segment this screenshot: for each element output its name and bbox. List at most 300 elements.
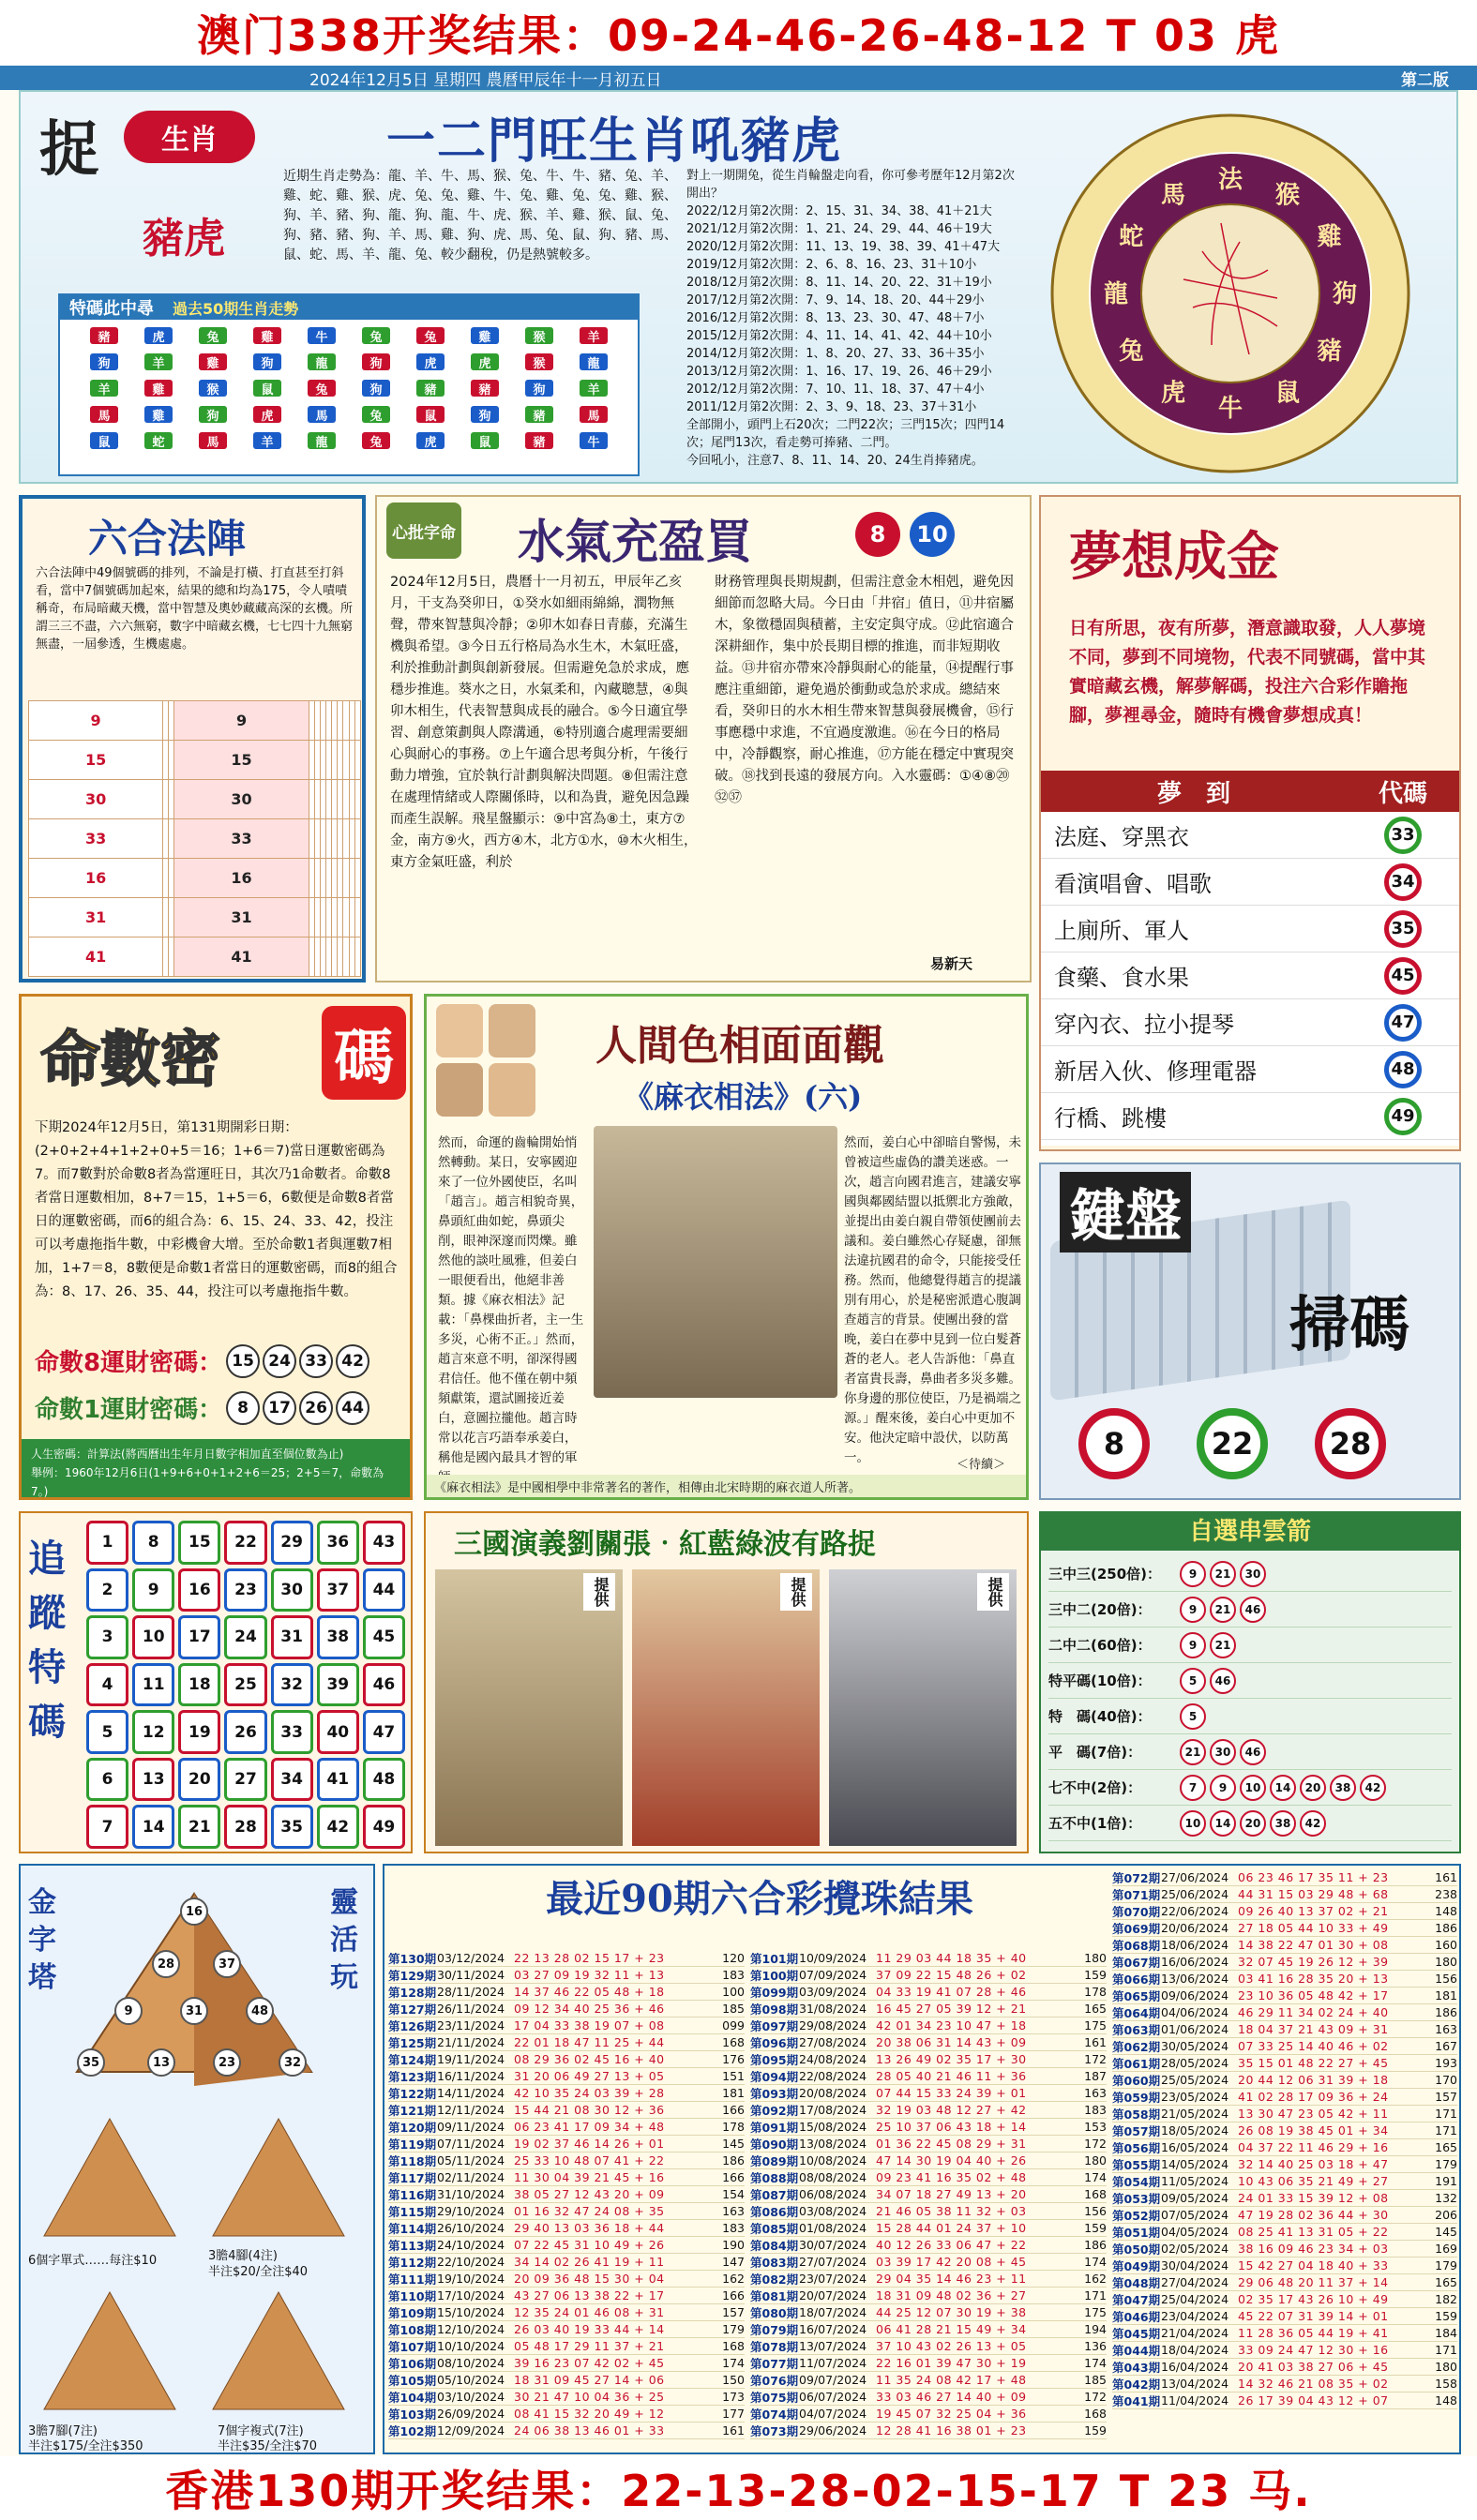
result-row <box>750 2304 1107 2321</box>
self-pick-label: 五不中(1倍)： <box>1048 1815 1142 1832</box>
results-col-2 <box>750 1950 1107 2439</box>
result-row <box>388 2372 745 2389</box>
trend-zodiac: 虎 <box>416 432 445 449</box>
result-row <box>1112 2392 1457 2409</box>
secret-code-section <box>19 994 413 1500</box>
wheel-zodiac-label: 兔 <box>1119 338 1144 366</box>
result-sum: 166 <box>722 2103 745 2117</box>
result-numbers: 33 03 46 27 14 40 + 09 <box>876 2390 1027 2404</box>
result-date: 11/07/2024 <box>799 2356 867 2370</box>
result-period: 第068期 <box>1112 1938 1161 1953</box>
result-sum: 179 <box>1435 2157 1457 2171</box>
result-period: 第052期 <box>1112 2208 1161 2223</box>
result-row <box>388 2203 745 2220</box>
result-period: 第096期 <box>750 2035 799 2050</box>
result-numbers: 26 17 39 04 43 12 + 07 <box>1238 2393 1389 2408</box>
self-pick-label: 三中三(250倍)： <box>1048 1566 1162 1582</box>
result-numbers: 45 22 07 31 39 14 + 01 <box>1238 2309 1389 2323</box>
result-numbers: 26 03 40 19 33 44 + 14 <box>514 2322 665 2336</box>
result-period: 第084期 <box>750 2238 799 2253</box>
result-sum: 167 <box>1435 2039 1457 2053</box>
result-row <box>388 2136 745 2152</box>
liuhe-cell: 31 <box>29 898 163 938</box>
result-row <box>1112 1971 1457 1988</box>
result-period: 第054期 <box>1112 2174 1161 2189</box>
track-cell: 49 <box>363 1805 405 1849</box>
result-date: 08/10/2024 <box>437 2356 505 2370</box>
result-numbers: 22 16 01 39 47 30 + 19 <box>876 2356 1027 2370</box>
result-row <box>388 2422 745 2439</box>
result-date: 21/05/2024 <box>1161 2107 1229 2121</box>
result-sum: 177 <box>722 2407 745 2421</box>
pyramid-small-1 <box>39 2114 180 2245</box>
result-date: 03/10/2024 <box>437 2390 505 2404</box>
trend-zodiac: 狗 <box>525 380 553 397</box>
track-cell: 48 <box>363 1758 405 1802</box>
result-period: 第073期 <box>750 2423 799 2438</box>
result-numbers: 44 25 12 07 30 19 + 38 <box>876 2305 1027 2319</box>
result-numbers: 20 44 12 06 31 39 + 18 <box>1238 2073 1389 2087</box>
result-date: 15/08/2024 <box>799 2120 867 2134</box>
result-sum: 171 <box>1435 2123 1457 2138</box>
result-numbers: 14 38 22 47 01 30 + 08 <box>1238 1938 1389 1952</box>
result-period: 第076期 <box>750 2373 799 2388</box>
result-date: 02/11/2024 <box>437 2170 505 2184</box>
result-period: 第115期 <box>388 2204 437 2219</box>
result-date: 27/06/2024 <box>1161 1870 1229 1884</box>
liuhe-cell: 15 <box>174 741 309 780</box>
pyramid-number: 37 <box>213 1950 241 1978</box>
result-sum: 150 <box>722 2373 745 2387</box>
trend-zodiac: 馬 <box>90 406 118 423</box>
track-cell: 43 <box>363 1521 405 1565</box>
dream-code-ball: 33 <box>1384 817 1422 854</box>
result-period: 第089期 <box>750 2153 799 2168</box>
track-cell: 22 <box>224 1521 266 1565</box>
result-row <box>1112 2038 1457 2055</box>
water-author: 易新天 <box>930 955 973 972</box>
track-cell: 9 <box>132 1568 174 1612</box>
result-row <box>388 2034 745 2051</box>
history-line: 2015/12月第2次開：4、11、14、41、42、44＋10小 <box>686 329 992 343</box>
trend-zodiac: 牛 <box>580 432 608 449</box>
keyboard-ball: 28 <box>1315 1408 1386 1479</box>
result-row <box>1112 1869 1457 1886</box>
result-date: 13/04/2024 <box>1161 2377 1229 2391</box>
result-row <box>388 2085 745 2102</box>
result-date: 28/05/2024 <box>1161 2056 1229 2070</box>
trend-zodiac: 龍 <box>308 353 336 370</box>
track-cell: 41 <box>317 1758 359 1802</box>
result-row <box>1112 2089 1457 2106</box>
self-pick-title: 自選串雲箭 <box>1041 1513 1459 1551</box>
result-row <box>1112 2072 1457 2089</box>
pyramid-note-d: 7個字複式(7注) <box>218 2424 304 2438</box>
trend-subtitle: 過去50期生肖走勢 <box>173 299 299 318</box>
liuhe-row <box>29 819 361 859</box>
result-sum: 194 <box>1084 2322 1107 2336</box>
pyramid-note-d2: 半注$35/全注$70 <box>218 2439 318 2453</box>
result-date: 29/06/2024 <box>799 2423 867 2438</box>
result-numbers: 11 30 04 39 21 45 + 16 <box>514 2170 665 2184</box>
pyramid-number: 35 <box>77 2048 105 2077</box>
result-period: 第047期 <box>1112 2292 1161 2307</box>
result-date: 27/04/2024 <box>1161 2275 1229 2289</box>
result-sum: 148 <box>1435 1904 1457 1918</box>
code-col-label: 代碼 <box>1378 779 1427 808</box>
result-period: 第127期 <box>388 2002 437 2017</box>
top-result-banner <box>0 0 1477 66</box>
wheel-zodiac-label: 蛇 <box>1119 223 1144 251</box>
result-numbers: 03 41 16 28 35 20 + 13 <box>1238 1972 1389 1986</box>
result-period: 第046期 <box>1112 2309 1161 2324</box>
result-numbers: 21 46 05 38 11 32 + 03 <box>876 2204 1027 2218</box>
result-date: 05/10/2024 <box>437 2373 505 2387</box>
dream-code-ball: 47 <box>1384 1004 1422 1042</box>
face-icon <box>489 1063 535 1117</box>
track-cell: 27 <box>224 1758 266 1802</box>
water-title: 水氣充盈買 <box>518 514 752 569</box>
face-icon <box>489 1004 535 1058</box>
self-pick-ball: 14 <box>1210 1810 1236 1837</box>
history-line: 2012/12月第2次開：7、10、11、18、37、47＋4小 <box>686 382 985 397</box>
self-pick-ball: 46 <box>1240 1739 1266 1765</box>
trend-zodiac: 豬 <box>525 406 553 423</box>
result-period: 第058期 <box>1112 2107 1161 2122</box>
liuhe-row <box>29 938 361 977</box>
result-period: 第112期 <box>388 2255 437 2270</box>
result-sum: 163 <box>722 2204 745 2218</box>
result-row <box>750 2119 1107 2136</box>
result-row <box>388 2001 745 2018</box>
result-row <box>1112 2207 1457 2224</box>
result-date: 21/11/2024 <box>437 2035 505 2049</box>
secret-text: 下期2024年12月5日，第131期開彩日期：(2+0+2+4+1+2+0+5＝16；1+6＝7)當日運數密碼為7。而7數對於命數8者為當運旺日，其次乃1命數者。命數8者當日運數相加，8+7＝15，1+5＝6，6數便是命數8者當日的運數密碼，而6的組合為：6、15、24、33、42，投注可以考慮拖指牛數，中彩機會大增。至於命數1者與運數7相加，1+7＝8，8數便是命數1者當日的運數密碼，而8的組合為：8、17、26、35、44，投注可以考慮拖指牛數。 <box>35 1120 398 1299</box>
trend-row <box>69 406 628 423</box>
trend-zodiac: 雞 <box>253 327 281 344</box>
trend-zodiac: 狗 <box>253 353 281 370</box>
result-numbers: 16 45 27 05 39 12 + 21 <box>876 2002 1027 2016</box>
self-pick-section <box>1039 1511 1461 1853</box>
dream-code-ball: 34 <box>1384 863 1422 901</box>
trend-zodiac: 狗 <box>199 406 227 423</box>
result-date: 03/12/2024 <box>437 1951 505 1965</box>
result-date: 24/08/2024 <box>799 2052 867 2066</box>
result-row <box>750 2288 1107 2304</box>
self-pick-ball: 21 <box>1210 1632 1236 1658</box>
dream-item: 上廁所、軍人 <box>1054 918 1189 944</box>
result-period: 第110期 <box>388 2288 437 2303</box>
pyramid-number: 9 <box>114 1997 143 2025</box>
trend-row <box>69 380 628 397</box>
history-line: 2020/12月第2次開：11、13、19、38、39、41＋47大 <box>686 240 1001 254</box>
pyramid-small-3 <box>39 2288 180 2419</box>
results-col-1 <box>388 1950 745 2439</box>
trend-zodiac: 狗 <box>362 380 390 397</box>
result-row <box>750 2389 1107 2406</box>
track-cell: 37 <box>317 1568 359 1612</box>
result-sum: 186 <box>1435 1921 1457 1935</box>
result-numbers: 41 02 28 17 09 36 + 24 <box>1238 2090 1389 2104</box>
track-cell: 15 <box>178 1521 220 1565</box>
trend-zodiac: 鼠 <box>471 432 499 449</box>
result-row <box>388 1984 745 2001</box>
secret-title-b: 碼 <box>322 1006 406 1100</box>
trend-zodiac: 猴 <box>525 353 553 370</box>
destiny8-label: 命數8運財密碼： <box>35 1349 223 1377</box>
result-period: 第103期 <box>388 2407 437 2422</box>
result-period: 第048期 <box>1112 2275 1161 2290</box>
result-period: 第062期 <box>1112 2039 1161 2054</box>
result-date: 16/11/2024 <box>437 2069 505 2083</box>
result-row <box>1112 2106 1457 2122</box>
wheel-zodiac-label: 馬 <box>1160 181 1186 210</box>
result-row <box>388 1967 745 1984</box>
dream-title: 夢想成金 <box>1069 526 1279 588</box>
result-row <box>750 2422 1107 2439</box>
liuhe-cell: 41 <box>29 938 163 977</box>
history-line: 2018/12月第2次開：8、11、14、20、22、31＋19小 <box>686 276 992 290</box>
dream-item: 新居入伙、修理電器 <box>1054 1058 1257 1085</box>
date-line <box>0 66 1477 90</box>
result-sum: 132 <box>1435 2191 1457 2205</box>
result-numbers: 22 13 28 02 15 17 + 23 <box>514 1951 665 1965</box>
destiny-ball: 15 <box>226 1344 260 1378</box>
dream-row <box>1041 1046 1459 1093</box>
self-pick-row <box>1048 1806 1452 1841</box>
result-date: 26/10/2024 <box>437 2221 505 2235</box>
track-cell: 8 <box>132 1521 174 1565</box>
result-sum: 179 <box>1435 2258 1457 2272</box>
result-date: 20/08/2024 <box>799 2086 867 2100</box>
result-period: 第050期 <box>1112 2242 1161 2257</box>
liuhe-cell: 41 <box>174 938 309 977</box>
result-period: 第094期 <box>750 2069 799 2084</box>
result-numbers: 39 16 23 07 42 02 + 45 <box>514 2356 665 2370</box>
liuhe-row <box>29 859 361 898</box>
result-date: 20/06/2024 <box>1161 1921 1229 1935</box>
self-pick-ball: 10 <box>1180 1810 1206 1837</box>
result-date: 13/08/2024 <box>799 2137 867 2151</box>
result-date: 11/05/2024 <box>1161 2174 1229 2188</box>
trend-zodiac: 馬 <box>308 406 336 423</box>
result-date: 08/08/2024 <box>799 2170 867 2184</box>
result-numbers: 18 04 37 21 43 09 + 31 <box>1238 2022 1389 2036</box>
result-date: 24/10/2024 <box>437 2238 505 2252</box>
trend-zodiac: 虎 <box>471 353 499 370</box>
result-numbers: 30 21 47 10 04 36 + 25 <box>514 2390 665 2404</box>
result-numbers: 20 41 03 38 27 06 + 45 <box>1238 2360 1389 2374</box>
result-sum: 190 <box>722 2238 745 2252</box>
result-date: 02/05/2024 <box>1161 2242 1229 2256</box>
result-sum: 157 <box>1435 2090 1457 2104</box>
result-numbers: 32 19 03 48 12 27 + 42 <box>876 2103 1027 2117</box>
result-row <box>1112 2342 1457 2359</box>
liuhe-cell: 33 <box>174 819 309 859</box>
dream-row <box>1041 999 1459 1046</box>
self-pick-row <box>1048 1699 1452 1734</box>
result-period: 第055期 <box>1112 2157 1161 2172</box>
self-pick-ball: 30 <box>1210 1739 1236 1765</box>
result-date: 30/11/2024 <box>437 1968 505 1982</box>
dream-code-ball: 45 <box>1384 957 1422 995</box>
track-cell: 21 <box>178 1805 220 1849</box>
water-text-left: 2024年12月5日，農曆十一月初五，甲辰年乙亥月，干支為癸卯日，①癸水如細雨綿綿，潤物無聲，帶來智慧與冷靜；②卯木如春日青藤，充滿生機與希望。③今日五行格局為水生木，木氣旺盛，利於推動計劃與創新發展。但需避免急於求成，應穩步推進。葵水之日，水氣柔和，內藏聰慧，④與卯木相生，代表智慧與成長的融合。⑤今日適宜學習、創意策劃與人際溝通，⑥特別適合處理需要細心與耐心的事務。⑦上午適合思考與分析，午後行動力增強，宜於執行計劃與解決問題。⑧但需注意在處理情緒或人際關係時，以和為貴，避免因急躁而產生誤解。飛星盤顯示：⑨中宮為⑧土，東方⑦金，南方⑨火，西方④木，北方①水，⑩木火相生，東方金氣旺盛，利於 <box>390 575 698 870</box>
pyramid-label-right: 靈活玩 <box>330 1886 358 1994</box>
result-row <box>1112 2139 1457 2156</box>
result-sum: 174 <box>1084 2356 1107 2370</box>
face-icon <box>436 1063 483 1117</box>
result-numbers: 37 10 43 02 26 13 + 05 <box>876 2339 1027 2353</box>
catch-glyph: 捉 <box>39 114 99 185</box>
result-date: 26/11/2024 <box>437 2002 505 2016</box>
result-numbers: 22 01 18 47 11 25 + 44 <box>514 2035 665 2049</box>
result-numbers: 33 09 24 47 12 30 + 16 <box>1238 2343 1389 2357</box>
destiny-ball: 24 <box>263 1344 296 1378</box>
pyramid-note-b2: 半注$20/全注$40 <box>208 2265 309 2279</box>
track-cell: 39 <box>317 1663 359 1707</box>
wheel-zodiac-label: 牛 <box>1217 395 1243 423</box>
dream-code-ball: 35 <box>1384 910 1422 948</box>
result-numbers: 01 36 22 45 08 29 + 31 <box>876 2137 1027 2151</box>
keyboard-title-b: 掃碼 <box>1289 1290 1409 1360</box>
result-row <box>750 1950 1107 1967</box>
result-numbers: 19 02 37 46 14 26 + 01 <box>514 2137 665 2151</box>
trend-zodiac: 牛 <box>308 327 336 344</box>
destiny1-label: 命數1運財密碼： <box>35 1396 223 1424</box>
destiny-ball: 42 <box>336 1344 369 1378</box>
result-period: 第043期 <box>1112 2360 1161 2375</box>
trend-zodiac: 馬 <box>199 432 227 449</box>
result-numbers: 06 23 46 17 35 11 + 23 <box>1238 1870 1389 1884</box>
result-sum: 120 <box>722 1951 745 1965</box>
portrait-liubei <box>435 1569 623 1846</box>
three-kingdoms-title: 三國演義劉關張‧紅藍綠波有路捉 <box>454 1528 876 1561</box>
result-period: 第061期 <box>1112 2056 1161 2071</box>
track-cell: 28 <box>224 1805 266 1849</box>
trend-zodiac: 鼠 <box>90 432 118 449</box>
trend-zodiac: 狗 <box>471 406 499 423</box>
result-numbers: 32 14 40 25 03 18 + 47 <box>1238 2157 1389 2171</box>
result-date: 25/04/2024 <box>1161 2292 1229 2306</box>
result-row <box>750 2068 1107 2085</box>
result-numbers: 13 26 49 02 35 17 + 30 <box>876 2052 1027 2066</box>
result-numbers: 24 06 38 13 46 01 + 33 <box>514 2423 665 2438</box>
pyramid-number: 48 <box>246 1997 274 2025</box>
track-cell: 18 <box>178 1663 220 1707</box>
result-numbers: 31 20 06 49 27 13 + 05 <box>514 2069 665 2083</box>
result-row <box>750 2186 1107 2203</box>
result-numbers: 19 45 07 32 25 04 + 36 <box>876 2407 1027 2421</box>
result-date: 25/06/2024 <box>1161 1887 1229 1901</box>
wheel-zodiac-label: 狗 <box>1332 280 1358 308</box>
result-sum: 180 <box>1084 1951 1107 1965</box>
result-row <box>388 2169 745 2186</box>
dream-item: 食藥、食水果 <box>1054 965 1189 991</box>
result-numbers: 32 07 45 19 26 12 + 39 <box>1238 1955 1389 1969</box>
track-cell: 7 <box>86 1805 128 1849</box>
result-period: 第117期 <box>388 2170 437 2185</box>
trend-zodiac: 兔 <box>308 380 336 397</box>
keyboard-ball: 22 <box>1197 1408 1268 1479</box>
result-period: 第129期 <box>388 1968 437 1983</box>
result-date: 23/05/2024 <box>1161 2090 1229 2104</box>
result-numbers: 47 19 28 02 36 44 + 30 <box>1238 2208 1389 2222</box>
result-sum: 161 <box>722 2423 745 2438</box>
result-numbers: 05 48 17 29 11 37 + 21 <box>514 2339 665 2353</box>
self-pick-ball: 9 <box>1180 1632 1206 1658</box>
result-period: 第108期 <box>388 2322 437 2337</box>
result-sum: 162 <box>1084 2272 1107 2286</box>
liuhe-cell: 30 <box>29 780 163 819</box>
result-numbers: 15 28 44 01 24 37 + 10 <box>876 2221 1027 2235</box>
result-date: 03/08/2024 <box>799 2204 867 2218</box>
result-date: 22/06/2024 <box>1161 1904 1229 1918</box>
result-row <box>750 2169 1107 2186</box>
self-pick-label: 特 碼(40倍)： <box>1048 1708 1152 1725</box>
result-sum: 156 <box>1435 1972 1457 1986</box>
trend-zodiac: 鼠 <box>416 406 445 423</box>
pyramid-note-c: 3膽7腳(7注) <box>28 2424 98 2438</box>
result-row <box>1112 1954 1457 1971</box>
result-period: 第107期 <box>388 2339 437 2354</box>
result-date: 25/05/2024 <box>1161 2073 1229 2087</box>
result-sum: 187 <box>1084 2069 1107 2083</box>
destiny1-line <box>35 1390 369 1425</box>
result-row <box>1112 2308 1457 2325</box>
result-date: 16/07/2024 <box>799 2322 867 2336</box>
result-numbers: 11 35 24 08 42 17 + 48 <box>876 2373 1027 2387</box>
result-date: 10/09/2024 <box>799 1951 867 1965</box>
result-numbers: 08 41 15 32 20 49 + 12 <box>514 2407 665 2421</box>
result-row <box>750 2338 1107 2355</box>
result-row <box>750 1984 1107 2001</box>
result-sum: 169 <box>1435 2242 1457 2256</box>
result-date: 23/07/2024 <box>799 2272 867 2286</box>
result-period: 第119期 <box>388 2137 437 2152</box>
result-numbers: 12 28 41 16 38 01 + 23 <box>876 2423 1027 2438</box>
result-row <box>388 2102 745 2119</box>
result-period: 第123期 <box>388 2069 437 2084</box>
liuhe-row <box>29 898 361 938</box>
wheel-zodiac-label: 豬 <box>1317 338 1342 366</box>
result-period: 第081期 <box>750 2288 799 2303</box>
result-period: 第120期 <box>388 2120 437 2135</box>
result-period: 第065期 <box>1112 1988 1161 2003</box>
track-cell: 17 <box>178 1615 220 1659</box>
track-cell: 33 <box>271 1710 313 1754</box>
result-date: 16/04/2024 <box>1161 2360 1229 2374</box>
result-period: 第057期 <box>1112 2123 1161 2138</box>
track-cell: 36 <box>317 1521 359 1565</box>
result-date: 18/04/2024 <box>1161 2343 1229 2357</box>
track-section <box>19 1511 413 1853</box>
trend-zodiac: 豬 <box>525 432 553 449</box>
result-date: 19/10/2024 <box>437 2272 505 2286</box>
result-date: 09/07/2024 <box>799 2373 867 2387</box>
dream-text: 日有所思，夜有所夢，潛意識取發，人人夢境不同，夢到不同境物，代表不同號碼，當中其實暗藏玄機，解夢解碼，投注六合彩作贍拖腳，夢裡尋金，隨時有機會夢想成真！ <box>1069 618 1426 726</box>
dream-item: 法庭、穿黑衣 <box>1054 824 1189 850</box>
result-period: 第063期 <box>1112 2022 1161 2037</box>
dream-section <box>1039 495 1461 1151</box>
result-sum: 172 <box>1084 2390 1107 2404</box>
track-cell: 25 <box>224 1663 266 1707</box>
trend-zodiac: 豬 <box>471 380 499 397</box>
result-row <box>388 2152 745 2169</box>
pyramid-label-left: 金字塔 <box>28 1886 56 1994</box>
result-date: 01/08/2024 <box>799 2221 867 2235</box>
result-period: 第095期 <box>750 2052 799 2067</box>
